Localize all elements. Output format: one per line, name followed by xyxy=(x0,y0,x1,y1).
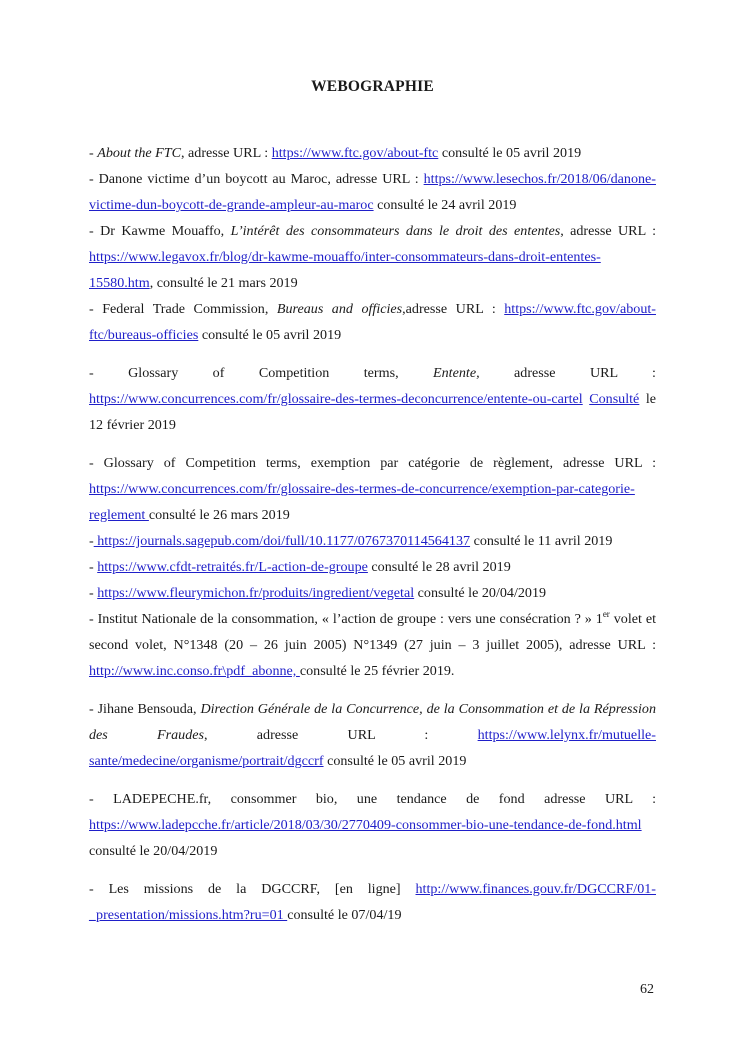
reference-link[interactable]: Consulté xyxy=(589,391,640,407)
list-item: - Institut Nationale de la consommation, « l’action de groupe : vers une consécration ? » 1er volet et second volet, N°1348 (20 – 26 juin 2005) N°1349 (27 juin – 3 juillet 2005), adresse URL : http://www.inc.conso.fr\pdf_abonne, consulté le 25 février 2019. xyxy=(89,609,656,679)
list-item: - Dr Kawme Mouaffo, L’intérêt des consommateurs dans le droit des ententes, adresse URL : https://www.legavox.fr/blog/dr-kawme-mouaffo/inter-consommateurs-dans-droit-ententes-15580.htm, consulté le 21 mars 2019 xyxy=(89,223,656,291)
list-item: - Federal Trade Commission, Bureaus and officies,adresse URL : https://www.ftc.gov/about-ftc/bureaus-officies consulté le 05 avril 2019 xyxy=(89,301,656,343)
list-item: - About the FTC, adresse URL : https://www.ftc.gov/about-ftc consulté le 05 avril 2019 xyxy=(89,145,582,161)
reference-link[interactable]: https://www.concurrences.com/fr/glossaire-des-termes-de-concurrence/exemption-par-categorie-reglement xyxy=(89,481,635,523)
list-item: - LADEPECHE.fr, consommer bio, une tendance de fond adresse URL : https://www.ladepcche.fr/article/2018/03/30/2770409-consommer-bio-une-tendance-de-fond.html consulté le 20/04/2019 xyxy=(89,791,656,859)
reference-link[interactable]: https://journals.sagepub.com/doi/full/10.1177/0767370114564137 xyxy=(93,533,471,549)
list-item: - https://www.cfdt-retraités.fr/L-action-de-groupe consulté le 28 avril 2019 xyxy=(89,559,511,575)
reference-link[interactable]: https://www.fleurymichon.fr/produits/ingredient/vegetal xyxy=(97,585,415,601)
reference-link[interactable]: http://www.finances.gouv.fr/DGCCRF/01-_presentation/missions.htm?ru=01 xyxy=(89,881,656,923)
list-item: - Glossary of Competition terms, exemption par catégorie de règlement, adresse URL : https://www.concurrences.com/fr/glossaire-des-termes-de-concurrence/exemption-par-categorie-reglement consulté le 26 mars 2019 xyxy=(89,455,656,523)
reference-link[interactable]: https://www.lesechos.fr/2018/06/danone-victime-dun-boycott-de-grande-ampleur-au-maroc xyxy=(89,171,656,213)
list-item: - Jihane Bensouda, Direction Générale de la Concurrence, de la Consommation et de la Répression des Fraudes, adresse URL : https://www.lelynx.fr/mutuelle-sante/medecine/organisme/portrait/dgccrf consulté le 05 avril 2019 xyxy=(89,701,656,769)
page-title: WEBOGRAPHIE xyxy=(311,78,434,95)
list-item: - Danone victime d’un boycott au Maroc, adresse URL : https://www.lesechos.fr/2018/06/danone-victime-dun-boycott-de-grande-ampleur-au-maroc consulté le 24 avril 2019 xyxy=(89,171,656,213)
reference-link[interactable]: https://www.cfdt-retraités.fr/L-action-de-groupe xyxy=(97,559,368,575)
list-item: - Glossary of Competition terms, Entente, adresse URL : https://www.concurrences.com/fr/glossaire-des-termes-deconcurrence/entente-ou-cartel Consulté le 12 février 2019 xyxy=(89,365,656,433)
webography-list xyxy=(89,140,656,928)
list-item: - https://journals.sagepub.com/doi/full/10.1177/0767370114564137 consulté le 11 avril 2019 xyxy=(89,533,613,549)
reference-link[interactable]: https://www.concurrences.com/fr/glossaire-des-termes-deconcurrence/entente-ou-cartel xyxy=(89,391,583,407)
reference-link[interactable]: https://www.ladepcche.fr/article/2018/03/30/2770409-consommer-bio-une-tendance-de-fond.html xyxy=(89,817,642,833)
reference-link[interactable]: https://www.ftc.gov/about-ftc/bureaus-officies xyxy=(89,301,656,343)
reference-link[interactable]: http://www.inc.conso.fr\pdf_abonne, xyxy=(89,663,300,679)
list-item: - Les missions de la DGCCRF, [en ligne] http://www.finances.gouv.fr/DGCCRF/01-_presentation/missions.htm?ru=01 consulté le 07/04/19 xyxy=(89,881,656,923)
list-item: - https://www.fleurymichon.fr/produits/ingredient/vegetal consulté le 20/04/2019 xyxy=(89,585,547,601)
reference-link[interactable]: https://www.lelynx.fr/mutuelle-sante/medecine/organisme/portrait/dgccrf xyxy=(89,727,656,769)
reference-link[interactable]: https://www.ftc.gov/about-ftc xyxy=(271,145,439,161)
reference-link[interactable]: https://www.legavox.fr/blog/dr-kawme-mouaffo/inter-consommateurs-dans-droit-ententes-15580.htm xyxy=(89,249,601,291)
page-number: 62 xyxy=(640,982,654,997)
